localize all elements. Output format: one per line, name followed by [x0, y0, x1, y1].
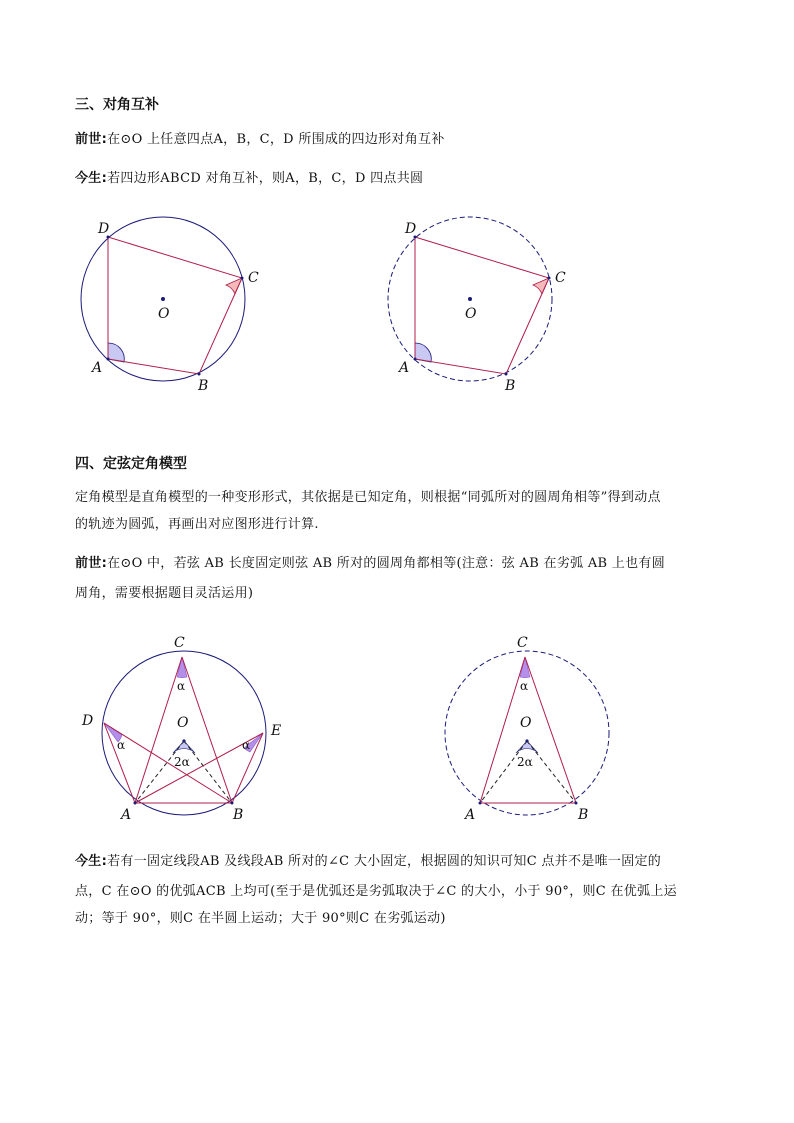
section-4-now-line-1: [75, 848, 661, 876]
section-4-heading: 四、定弦定角模型: [75, 456, 187, 472]
now-text: 若四边形ABCD 对角互补，则A，B，C，D 四点共圆: [107, 171, 424, 186]
label-o: O: [465, 306, 477, 322]
label-d: D: [98, 221, 110, 237]
section-4-now-line-2: 点，C 在⊙O 的优弧ACB 上均可(至于是优弧还是劣弧取决于∠C 的大小，小于 90°，则C 在优弧上运: [75, 884, 677, 899]
angle-mark-o: [516, 741, 538, 753]
label-b: B: [233, 807, 244, 823]
label-o: O: [177, 715, 189, 731]
label-o: O: [520, 715, 532, 731]
label-d: D: [405, 221, 417, 237]
label-b: B: [198, 378, 209, 394]
section-4-intro-line-2: 的轨迹为圆弧，再画出对应图形进行计算.: [75, 517, 319, 532]
label-a: A: [92, 360, 103, 376]
label-c: C: [248, 270, 259, 286]
label-c: C: [555, 270, 566, 286]
past-text: 在⊙O 上任意四点A，B，C，D 所围成的四边形对角互补: [107, 132, 445, 147]
label-alpha-c: α: [177, 679, 186, 693]
now-label: 今生:: [75, 854, 108, 869]
label-two-alpha: 2α: [517, 755, 533, 769]
section-3-heading: 三、对角互补: [75, 97, 159, 113]
past-text: 在⊙O 中，若弦 AB 长度固定则弦 AB 所对的圆周角都相等(注意：弦 AB 在劣弧 AB 上也有圆: [107, 556, 665, 571]
label-alpha-e: α: [242, 738, 251, 752]
label-alpha-c: α: [520, 679, 529, 693]
now-label: 今生:: [75, 171, 108, 186]
label-c: C: [174, 635, 185, 651]
section-4-now-line-3: 动；等于 90°，则C 在半圆上运动；大于 90°则C 在劣弧运动): [75, 911, 446, 926]
section-4-intro-line-1: 定角模型是直角模型的一种变形形式，其依据是已知定角，则根据“同弧所对的圆周角相等”得到动点: [75, 490, 661, 505]
label-two-alpha: 2α: [174, 755, 190, 769]
label-o: O: [158, 306, 170, 322]
past-label: 前世:: [75, 132, 108, 147]
label-a: A: [121, 807, 132, 823]
label-a: A: [399, 360, 410, 376]
label-b: B: [505, 378, 516, 394]
label-e: E: [271, 723, 282, 739]
label-alpha-d: α: [117, 738, 126, 752]
label-b: B: [578, 807, 589, 823]
section-4-past-line-2: 周角，需要根据题目灵活运用): [75, 586, 254, 601]
label-c: C: [517, 635, 528, 651]
label-d: D: [82, 713, 94, 729]
now-text-1: 若有一固定线段AB 及线段AB 所对的∠C 大小固定，根据圆的知识可知C 点并不是唯一固定的: [107, 854, 662, 869]
past-label: 前世:: [75, 556, 108, 571]
label-a: A: [465, 807, 476, 823]
